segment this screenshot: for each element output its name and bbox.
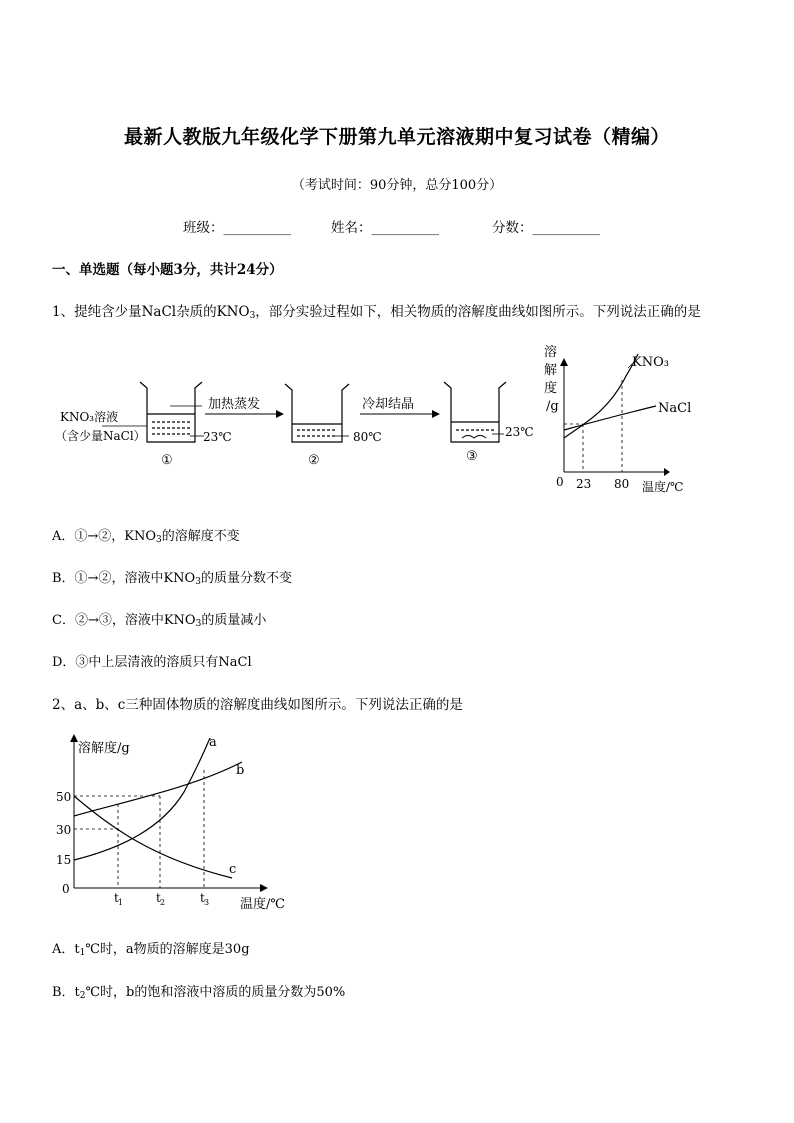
q1-series-kno3-label: KNO₃ xyxy=(632,355,669,370)
q1-option-b-suffix: 的质量分数不变 xyxy=(200,571,292,586)
q2-option-b-text: B．t xyxy=(52,985,80,1000)
solution-label-1: KNO₃溶液 xyxy=(60,410,119,424)
q1-option-d[interactable] xyxy=(52,651,252,670)
step-mark-3: ③ xyxy=(466,449,478,464)
q2-origin-label: 0 xyxy=(62,882,70,896)
q2-option-a-sub: 1 xyxy=(79,948,86,958)
class-field[interactable] xyxy=(183,216,291,236)
q1-option-c-suffix: 的质量减小 xyxy=(201,613,267,628)
name-field[interactable] xyxy=(331,216,439,236)
q2-option-a-text: A．t xyxy=(52,942,80,957)
arrow-1-label: 加热蒸发 xyxy=(208,397,261,412)
q2-solubility-chart xyxy=(52,730,312,920)
q1-option-a[interactable] xyxy=(52,525,240,545)
q1-option-d-text: D．③中上层清液的溶质只有NaCl xyxy=(52,655,252,670)
name-blank: __________ xyxy=(371,220,439,236)
score-blank: __________ xyxy=(532,220,600,236)
score-field[interactable] xyxy=(492,216,600,236)
q1-origin-label: 0 xyxy=(556,475,564,489)
q1-option-b[interactable] xyxy=(52,567,292,587)
q1-y-axis-label-line: 溶 xyxy=(544,345,558,360)
question-2-stem: 2、a、b、c三种固体物质的溶解度曲线如图所示。下列说法正确的是 xyxy=(52,697,463,713)
q2-x-tick-t3 xyxy=(200,891,209,907)
step-mark-1: ① xyxy=(161,453,173,468)
q2-series-c xyxy=(74,796,232,878)
q1-series-nacl-label: NaCl xyxy=(658,401,692,416)
step-mark-2: ② xyxy=(308,453,320,468)
q2-x-tick-t1-sub: 1 xyxy=(118,898,124,907)
beaker-2 xyxy=(285,384,349,442)
q2-series-b-label: b xyxy=(236,763,245,778)
q2-option-b-sub: 2 xyxy=(79,991,86,1001)
q2-y-tick-30: 30 xyxy=(56,823,72,837)
q2-y-tick-15: 15 xyxy=(56,853,72,867)
q2-x-tick-t1-main: t xyxy=(114,891,119,905)
q1-option-a-suffix: 的溶解度不变 xyxy=(161,529,240,544)
q1-y-axis-label-line: 度 xyxy=(544,381,558,396)
temp-label-3: 23℃ xyxy=(505,425,534,439)
q2-x-tick-t1 xyxy=(114,891,123,907)
q1-solubility-chart xyxy=(538,340,698,500)
q2-x-tick-t2-sub: 2 xyxy=(160,898,166,907)
q2-y-axis-label: 溶解度/g xyxy=(78,741,130,756)
temp-label-2: 80℃ xyxy=(353,430,382,444)
beaker-3 xyxy=(444,382,506,442)
beaker-1 xyxy=(140,382,202,442)
solution-label-2: （含少量NaCl） xyxy=(55,429,146,443)
q2-x-tick-t2 xyxy=(156,891,165,907)
q2-option-b[interactable] xyxy=(52,981,345,1001)
q1-option-c-sub: 3 xyxy=(195,619,202,629)
q1-option-c-text: C．②→③，溶液中KNO xyxy=(52,613,196,628)
q1-x-tick-23: 23 xyxy=(576,477,592,491)
q1-series-nacl xyxy=(564,406,656,430)
q1-stem-part-b: ，部分实验过程如下，相关物质的溶解度曲线如图所示。下列说法正确的是 xyxy=(255,304,701,320)
q2-x-axis-label: 温度/℃ xyxy=(240,897,285,912)
temp-label-1: 23℃ xyxy=(203,430,232,444)
q2-x-tick-t2-main: t xyxy=(156,891,161,905)
exam-info: （考试时间：90分钟，总分100分） xyxy=(291,178,503,193)
question-1-stem xyxy=(52,300,701,321)
q1-y-axis-label xyxy=(544,344,559,414)
q2-option-b-suffix: ℃时，b的饱和溶液中溶质的质量分数为50% xyxy=(85,985,346,1000)
q2-option-a-suffix: ℃时，a物质的溶解度是30g xyxy=(85,942,250,957)
q2-option-a[interactable] xyxy=(52,938,250,958)
q2-series-a-label: a xyxy=(209,735,217,750)
q1-option-b-text: B．①→②，溶液中KNO xyxy=(52,571,196,586)
section-heading: 一、单选题（每小题3分，共计24分） xyxy=(52,262,283,278)
q1-option-a-text: A．①→②，KNO xyxy=(52,529,157,544)
class-blank: __________ xyxy=(223,220,291,236)
q2-x-tick-t3-sub: 3 xyxy=(204,898,210,907)
q1-stem-sub: 3 xyxy=(249,311,256,321)
arrow-2-label: 冷却结晶 xyxy=(362,397,415,412)
page-title: 最新人教版九年级化学下册第九单元溶液期中复习试卷（精编） xyxy=(123,126,670,148)
q1-experiment-figure xyxy=(52,370,552,475)
q1-option-b-sub: 3 xyxy=(195,577,201,587)
q1-series-kno3 xyxy=(564,354,638,438)
score-label: 分数： xyxy=(492,220,533,236)
q1-option-a-sub: 3 xyxy=(156,535,162,545)
q2-series-b xyxy=(74,762,245,816)
name-label: 姓名： xyxy=(331,220,372,236)
q1-y-axis-label-line: /g xyxy=(546,399,559,414)
q2-x-tick-t3-main: t xyxy=(200,891,205,905)
q1-x-axis-label: 温度/℃ xyxy=(642,480,684,494)
q1-option-c[interactable] xyxy=(52,609,266,629)
q1-y-axis-label-line: 解 xyxy=(544,363,558,378)
q1-x-tick-80: 80 xyxy=(614,477,630,491)
q2-series-a xyxy=(74,738,210,860)
q1-stem-part-a: 1、提纯含少量NaCl杂质的KNO xyxy=(52,304,250,320)
class-label: 班级： xyxy=(183,220,224,236)
q2-series-c-label: c xyxy=(229,862,237,877)
q2-y-tick-50: 50 xyxy=(56,790,72,804)
